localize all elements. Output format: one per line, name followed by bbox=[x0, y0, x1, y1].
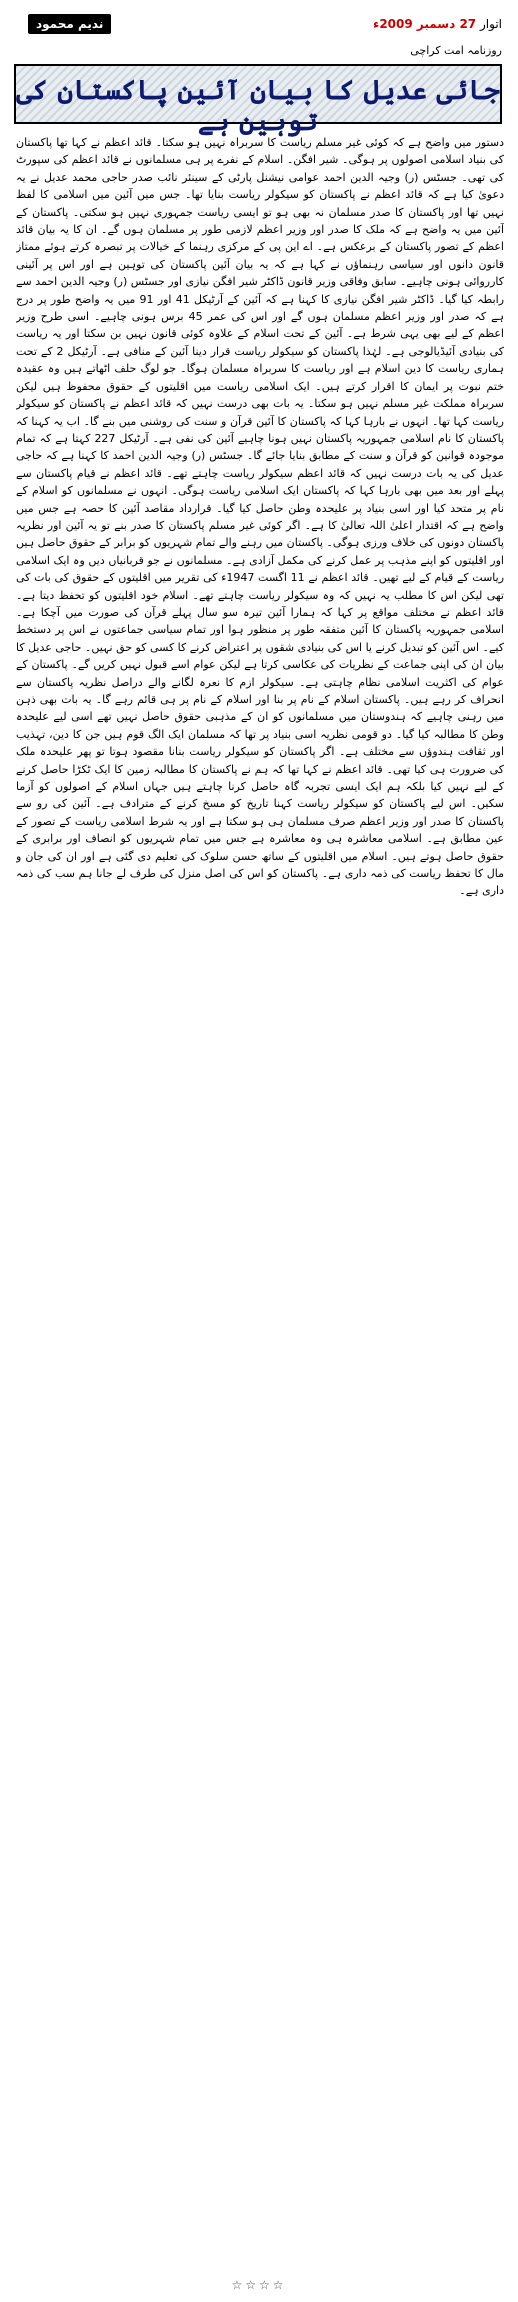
author-name-badge: ندیم محمود bbox=[28, 14, 111, 34]
end-of-article-stars: ☆☆☆☆ bbox=[231, 2278, 287, 2292]
article-paragraph: دستور میں واضح ہے کہ کوئی غیر مسلم ریاست کا سربراہ نہیں ہو سکتا۔ قائد اعظم نے کہا تھا پاکستان کی بنیاد اسلامی اصولوں پر ہوگی۔ شیر افگن۔ اسلام کے نفرے پر ہی مسلمانوں نے قائد اعظم کی سپورٹ کی تھی۔ جسٹس (ر) وجیہ الدین احمد عوامی نیشنل پارٹی کے سینئر نائب صدر حاجی محمد عدیل نے یہ دعویٰ کیا ہے کہ قائد اعظم نے پاکستان کو سیکولر ریاست بنایا تھا۔ جس میں آئین میں اسلامی کا لفظ نہیں تھا اور پاکستان کا صدر مسلمان نہ بھی ہو تو ایسی ریاست جمہوری نہیں ہو سکتی۔ پاکستان کے آئین میں یہ واضح ہے کہ ملک کا صدر اور وزیر اعظم لازمی طور پر مسلمان ہوں گے۔ ان کا یہ بیان قائد اعظم کے تصور پاکستان کے برعکس ہے۔ اے این پی کے مرکزی رہنما کے خیالات پر تبصرہ کرتے ہوئے ممتاز قانون دانوں اور سیاسی رہنماؤں نے کہا ہے کہ یہ بیان آئین پاکستان کی توہین ہے اور اس پر آئینی کارروائی ہونی چاہیے۔ سابق وفاقی وزیر قانون ڈاکٹر شیر افگن نیازی اور جسٹس (ر) وجیہ الدین احمد سے رابطہ کیا گیا۔ ڈاکٹر شیر افگن نیازی کا کہنا ہے کہ آئین کے آرٹیکل 41 اور 91 میں یہ واضح طور پر درج ہے کہ صدر اور وزیر اعظم مسلمان ہوں گے اور اس کی عمر 45 برس ہونی چاہیے۔ اسی طرح وزیر اعظم کے لیے بھی یہی شرط ہے۔ آئین کے تحت اسلام کے علاوہ کوئی قانون نہیں بن سکتا اور یہ ریاست کی بنیادی آئیڈیالوجی ہے۔ لہٰذا پاکستان کو سیکولر ریاست قرار دینا آئین کے منافی ہے۔ آرٹیکل 2 کے تحت ہماری ریاست کا دین اسلام ہے اور ریاست کا سربراہ مسلمان ہوگا۔ جو لوگ حلف اٹھاتے ہیں وہ عقیدہ ختم نبوت پر ایمان کا اقرار کرتے ہیں۔ ایک اسلامی ریاست میں اقلیتوں کے حقوق محفوظ ہیں لیکن سربراہ مملکت غیر مسلم نہیں ہو سکتا۔ یہ بات بھی درست نہیں کہ قائد اعظم نے پاکستان کو سیکولر ریاست کہا تھا۔ انہوں نے بارہا کہا کہ پاکستان کا آئین قرآن و سنت کی روشنی میں بنے گا۔ اب یہ کہنا کہ پاکستان کا نام اسلامی جمہوریہ پاکستان نہیں ہونا چاہیے آئین کی نفی ہے۔ آرٹیکل 227 کہتا ہے کہ تمام موجودہ قوانین کو قرآن و سنت کے مطابق بنایا جائے گا۔ جسٹس (ر) وجیہ الدین احمد کا کہنا ہے کہ حاجی عدیل کی یہ بات درست نہیں کہ قائد اعظم سیکولر ریاست چاہتے تھے۔ قائد اعظم نے قیام پاکستان سے پہلے اور بعد میں بھی بارہا کہا کہ پاکستان ایک اسلامی ریاست ہوگی۔ انہوں نے مسلمانوں کو اسلام کے نام پر متحد کیا اور اسی بنیاد پر علیحدہ وطن حاصل کیا گیا۔ قرارداد مقاصد آئین کا حصہ ہے جس میں واضح ہے کہ اقتدار اعلیٰ اللہ تعالیٰ کا ہے۔ اگر کوئی غیر مسلم پاکستان کا صدر بنے تو یہ آئین اور نظریہ پاکستان دونوں کی خلاف ورزی ہوگی۔ پاکستان میں رہنے والے تمام شہریوں کو برابر کے حقوق حاصل ہیں اور اقلیتوں کو اپنے مذہب پر عمل کرنے کی مکمل آزادی ہے۔ مسلمانوں نے جو قربانیاں دیں وہ ایک اسلامی ریاست کے قیام کے لیے تھیں۔ قائد اعظم نے 11 اگست 1947ء کی تقریر میں اقلیتوں کے حقوق کی بات کی تھی لیکن اس کا مطلب یہ نہیں کہ وہ سیکولر ریاست چاہتے تھے۔ اسلام خود اقلیتوں کو تحفظ دیتا ہے۔ قائد اعظم نے مختلف مواقع پر کہا کہ ہمارا آئین تیرہ سو سال پہلے قرآن کی صورت میں آچکا ہے۔ اسلامی جمہوریہ پاکستان کا آئین متفقہ طور پر منظور ہوا اور تمام سیاسی جماعتوں نے اس پر دستخط کیے۔ اس آئین کو تبدیل کرنے یا اس کی بنیادی شقوں پر اعتراض کرنے کا کسی کو حق نہیں۔ حاجی عدیل کا بیان ان کی اپنی جماعت کے نظریات کی عکاسی کرتا ہے لیکن عوام اسے قبول نہیں کریں گے۔ پاکستان کے عوام کی اکثریت اسلامی نظام چاہتی ہے۔ سیکولر ازم کا نعرہ لگانے والے دراصل نظریہ پاکستان سے انحراف کر رہے ہیں۔ پاکستان اسلام کے نام پر بنا اور اسلام کے نام پر ہی قائم رہے گا۔ یہ بات بھی ذہن میں رہنی چاہیے کہ ہندوستان میں مسلمانوں کو ان کے مذہبی حقوق حاصل نہیں تھے اسی لیے علیحدہ وطن کا مطالبہ کیا گیا۔ دو قومی نظریہ اسی بنیاد پر تھا کہ مسلمان ایک الگ قوم ہیں جن کا دین، تہذیب اور ثقافت ہندوؤں سے مختلف ہے۔ اگر پاکستان کو سیکولر ریاست بنانا مقصود ہوتا تو پھر علیحدہ ملک کی ضرورت ہی کیا تھی۔ قائد اعظم نے کہا تھا کہ ہم نے پاکستان کا مطالبہ زمین کا ایک ٹکڑا حاصل کرنے کے لیے نہیں کیا بلکہ ہم ایک ایسی تجربہ گاہ حاصل کرنا چاہتے ہیں جہاں اسلام کے اصولوں کو آزما سکیں۔ اس لیے پاکستان کو سیکولر ریاست کہنا تاریخ کو مسخ کرنے کے مترادف ہے۔ آئین کی رو سے پاکستان کا صدر اور وزیر اعظم صرف مسلمان ہی ہو سکتا ہے اور یہ شرط اسلامی ریاست کے تصور کے عین مطابق ہے۔ اسلامی معاشرہ ہی وہ معاشرہ ہے جس میں تمام شہریوں کو انصاف اور برابری کے حقوق حاصل ہوتے ہیں۔ اسلام میں اقلیتوں کے ساتھ حسن سلوک کی تعلیم دی گئی ہے اور ان کی جان و مال کا تحفظ ریاست کی ذمہ داری ہے۔ پاکستان کو اس کی اصل منزل کی طرف لے جانا ہم سب کی ذمہ داری ہے۔ bbox=[16, 136, 504, 898]
source-line: روزنامہ امت کراچی bbox=[410, 44, 502, 57]
headline-text: جائی عدیل کا بیان آئین پاکستان کی توہین ہے bbox=[16, 75, 500, 137]
date-text: 27 دسمبر 2009ء bbox=[373, 17, 477, 31]
article-body bbox=[16, 134, 504, 2262]
dateline bbox=[373, 14, 502, 34]
headline-banner bbox=[14, 64, 502, 137]
header-bar bbox=[0, 14, 518, 36]
date-prefix: اتوار bbox=[479, 17, 502, 31]
